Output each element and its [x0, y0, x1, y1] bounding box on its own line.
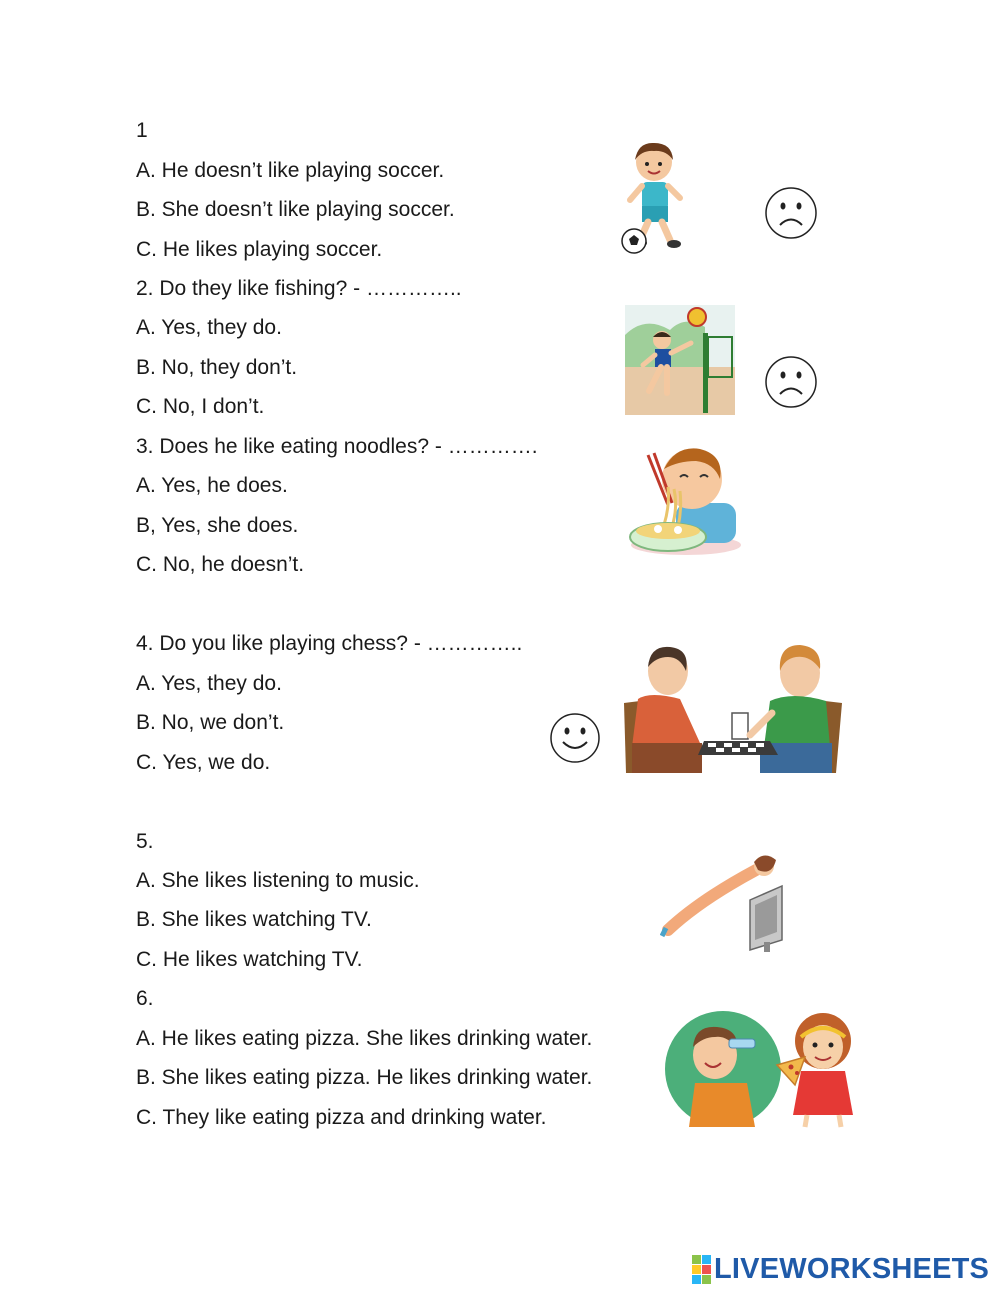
liveworksheets-brand-text: LIVEWORKSHEETS: [714, 1253, 990, 1285]
question-3-option-b[interactable]: B, Yes, she does.: [136, 514, 299, 537]
girl-watching-tv-image: [660, 850, 790, 955]
question-5-option-a[interactable]: A. She likes listening to music.: [136, 869, 420, 892]
question-1-option-b[interactable]: B. She doesn’t like playing soccer.: [136, 198, 455, 221]
liveworksheets-logo-icon: [692, 1255, 711, 1284]
question-2-stem: 2. Do they like fishing? - …………..: [136, 277, 462, 300]
question-5-stem: 5.: [136, 830, 154, 853]
question-2-option-a[interactable]: A. Yes, they do.: [136, 316, 282, 339]
boy-drinking-girl-eating-pizza-image: [665, 1005, 875, 1130]
smiley-face-icon: [549, 712, 601, 764]
boys-playing-chess-image: [620, 643, 845, 776]
question-4-stem: 4. Do you like playing chess? - …………..: [136, 632, 523, 655]
sad-face-icon: [764, 186, 818, 240]
question-2-option-c[interactable]: C. No, I don’t.: [136, 395, 265, 418]
question-1-option-c[interactable]: C. He likes playing soccer.: [136, 238, 383, 261]
question-4-option-c[interactable]: C. Yes, we do.: [136, 751, 271, 774]
question-1-stem: 1: [136, 119, 148, 142]
question-4-option-a[interactable]: A. Yes, they do.: [136, 672, 282, 695]
question-5-option-b[interactable]: B. She likes watching TV.: [136, 908, 372, 931]
boy-eating-noodles-image: [628, 445, 743, 560]
question-5-option-c[interactable]: C. He likes watching TV.: [136, 948, 363, 971]
question-3-stem: 3. Does he like eating noodles? - ………….: [136, 435, 538, 458]
question-3-option-c[interactable]: C. No, he doesn’t.: [136, 553, 305, 576]
boy-playing-soccer-image: [620, 140, 690, 258]
question-6-option-c[interactable]: C. They like eating pizza and drinking water.: [136, 1106, 547, 1129]
question-2-option-b[interactable]: B. No, they don’t.: [136, 356, 298, 379]
question-6-option-b[interactable]: B. She likes eating pizza. He likes drinking water.: [136, 1066, 593, 1089]
question-3-option-a[interactable]: A. Yes, he does.: [136, 474, 288, 497]
sad-face-icon: [764, 355, 818, 409]
liveworksheets-logo: [692, 1253, 989, 1286]
question-6-stem: 6.: [136, 987, 154, 1010]
boy-playing-volleyball-image: [625, 305, 735, 415]
question-6-option-a[interactable]: A. He likes eating pizza. She likes drinking water.: [136, 1027, 593, 1050]
question-4-option-b[interactable]: B. No, we don’t.: [136, 711, 285, 734]
question-1-option-a[interactable]: A. He doesn’t like playing soccer.: [136, 159, 445, 182]
